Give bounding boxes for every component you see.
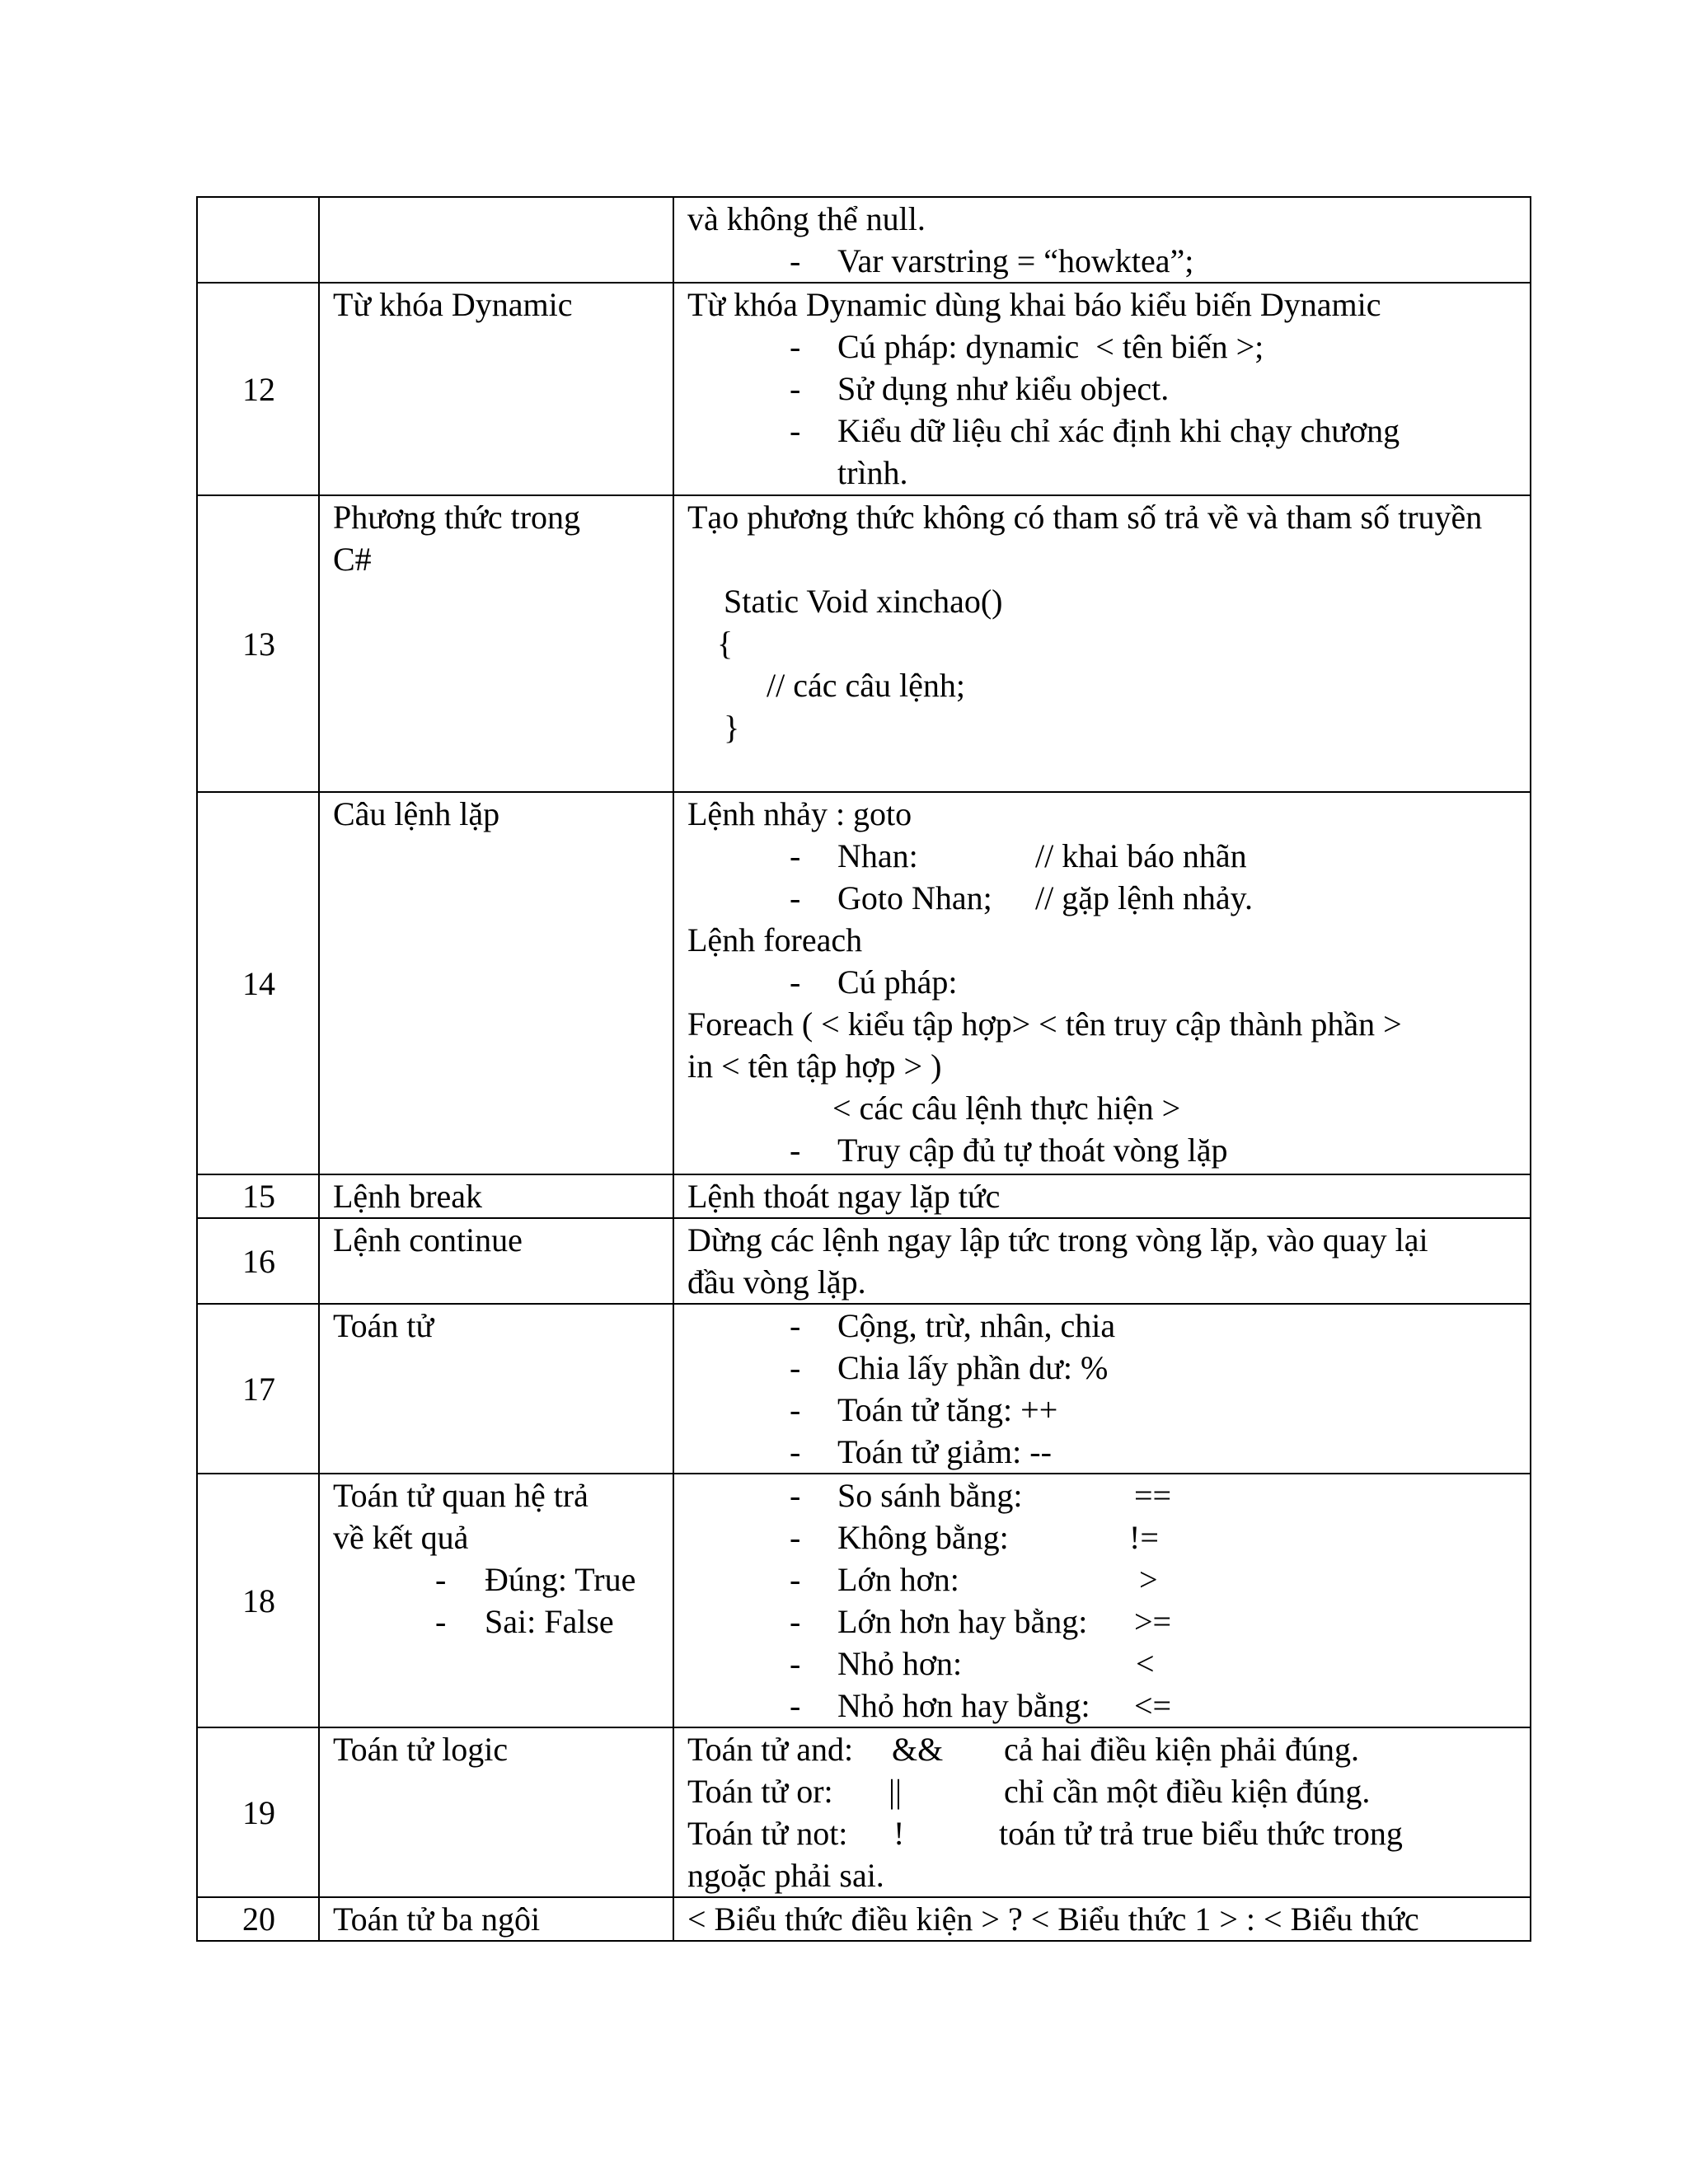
topic-cell: Phương thức trong C# bbox=[319, 495, 673, 792]
description-cell bbox=[673, 197, 1531, 283]
logic-tail: ngoặc phải sai. bbox=[687, 1857, 884, 1894]
topic-cell: Toán tử bbox=[319, 1304, 673, 1474]
topic-bullet: - Sai: False bbox=[333, 1601, 661, 1643]
bullet-item: - Kiểu dữ liệu chỉ xác định khi chạy chương trình. bbox=[687, 410, 1518, 494]
topic-cell bbox=[319, 197, 673, 283]
table-row bbox=[197, 1897, 1531, 1941]
operator-item: - So sánh bằng: == bbox=[687, 1474, 1518, 1516]
topic-cell: Từ khóa Dynamic bbox=[319, 283, 673, 495]
description-line: Lệnh thoát ngay lặp tức bbox=[687, 1178, 1001, 1215]
row-number: 12 bbox=[197, 283, 319, 495]
topic-line: Toán tử quan hệ trả bbox=[333, 1477, 588, 1514]
table-row bbox=[197, 1174, 1531, 1218]
topic-cell: Lệnh continue bbox=[319, 1218, 673, 1304]
row-number: 19 bbox=[197, 1727, 319, 1897]
table-row bbox=[197, 1727, 1531, 1897]
bullet-item: - Toán tử giảm: -- bbox=[687, 1431, 1518, 1473]
bullet-item: - Cú pháp: dynamic < tên biến >; bbox=[687, 326, 1518, 368]
description-cell bbox=[673, 1304, 1531, 1474]
topic-bullet: - Đúng: True bbox=[333, 1558, 661, 1601]
bullet-item: - Goto Nhan; // gặp lệnh nhảy. bbox=[687, 877, 1518, 919]
description-text: Tạo phương thức không có tham số trả về và tham số truyền bbox=[687, 499, 1483, 536]
table-row bbox=[197, 792, 1531, 1174]
row-number: 14 bbox=[197, 792, 319, 1174]
description-line: < Biểu thức điều kiện > ? < Biểu thức 1 > : < Biểu thức bbox=[687, 1900, 1419, 1938]
row-number: 16 bbox=[197, 1218, 319, 1304]
logic-item: Toán tử not: ! toán tử trả true biểu thức trong bbox=[687, 1815, 1403, 1852]
code-line: // các câu lệnh; bbox=[767, 667, 965, 704]
description-line: Dừng các lệnh ngay lập tức trong vòng lặp, vào quay lại bbox=[687, 1221, 1428, 1258]
bullet-item: - Cú pháp: bbox=[687, 961, 1518, 1003]
row-number: 17 bbox=[197, 1304, 319, 1474]
topic-line: về kết quả bbox=[333, 1519, 469, 1556]
row-number: 15 bbox=[197, 1174, 319, 1218]
bullet-item: - Toán tử tăng: ++ bbox=[687, 1389, 1518, 1431]
description-cell bbox=[673, 1897, 1531, 1941]
description-cell bbox=[673, 1174, 1531, 1218]
syntax-body: < các câu lệnh thực hiện > bbox=[832, 1090, 1181, 1127]
bullet-item: - Truy cập đủ tự thoát vòng lặp bbox=[687, 1129, 1518, 1171]
syntax-line: Foreach ( < kiểu tập hợp> < tên truy cập thành phần > bbox=[687, 1005, 1402, 1043]
code-line: } bbox=[724, 709, 740, 746]
topic-cell: Toán tử logic bbox=[319, 1727, 673, 1897]
description-line: đầu vòng lặp. bbox=[687, 1263, 866, 1301]
table-row bbox=[197, 1474, 1531, 1727]
row-number: 20 bbox=[197, 1897, 319, 1941]
topic-cell bbox=[319, 1474, 673, 1727]
table-row bbox=[197, 283, 1531, 495]
logic-item: Toán tử and: && cả hai điều kiện phải đúng. bbox=[687, 1731, 1359, 1768]
description-cell bbox=[673, 1727, 1531, 1897]
description-cell bbox=[673, 495, 1531, 792]
bullet-item: - Var varstring = “howktea”; bbox=[687, 240, 1518, 282]
goto-title: Lệnh nhảy : goto bbox=[687, 795, 912, 832]
description-cell bbox=[673, 1218, 1531, 1304]
description-cell bbox=[673, 792, 1531, 1174]
description-line: Từ khóa Dynamic dùng khai báo kiểu biến Dynamic bbox=[687, 286, 1381, 323]
operator-item: - Không bằng: != bbox=[687, 1516, 1518, 1558]
table-row bbox=[197, 1218, 1531, 1304]
description-cell bbox=[673, 283, 1531, 495]
foreach-title: Lệnh foreach bbox=[687, 921, 863, 958]
table-row bbox=[197, 495, 1531, 792]
bullet-item: - Sử dụng như kiểu object. bbox=[687, 368, 1518, 410]
logic-item: Toán tử or: || chỉ cần một điều kiện đúng. bbox=[687, 1773, 1371, 1810]
topic-cell: Câu lệnh lặp bbox=[319, 792, 673, 1174]
bullet-item: - Chia lấy phần dư: % bbox=[687, 1347, 1518, 1389]
bullet-item: - Nhan: // khai báo nhãn bbox=[687, 835, 1518, 877]
description-line: và không thể null. bbox=[687, 200, 926, 237]
table-row bbox=[197, 1304, 1531, 1474]
table-row bbox=[197, 197, 1531, 283]
code-line: Static Void xinchao() bbox=[724, 583, 1003, 620]
operator-item: - Nhỏ hơn: < bbox=[687, 1643, 1518, 1685]
description-cell bbox=[673, 1474, 1531, 1727]
row-number bbox=[197, 197, 319, 283]
operator-item: - Lớn hơn: > bbox=[687, 1558, 1518, 1601]
topic-cell: Toán tử ba ngôi bbox=[319, 1897, 673, 1941]
syntax-table bbox=[196, 196, 1531, 1942]
bullet-item: - Cộng, trừ, nhân, chia bbox=[687, 1305, 1518, 1347]
code-line: { bbox=[717, 625, 734, 662]
topic-cell: Lệnh break bbox=[319, 1174, 673, 1218]
operator-item: - Lớn hơn hay bằng: >= bbox=[687, 1601, 1518, 1643]
row-number: 18 bbox=[197, 1474, 319, 1727]
syntax-line: in < tên tập hợp > ) bbox=[687, 1047, 942, 1085]
row-number: 13 bbox=[197, 495, 319, 792]
operator-item: - Nhỏ hơn hay bằng: <= bbox=[687, 1685, 1518, 1727]
